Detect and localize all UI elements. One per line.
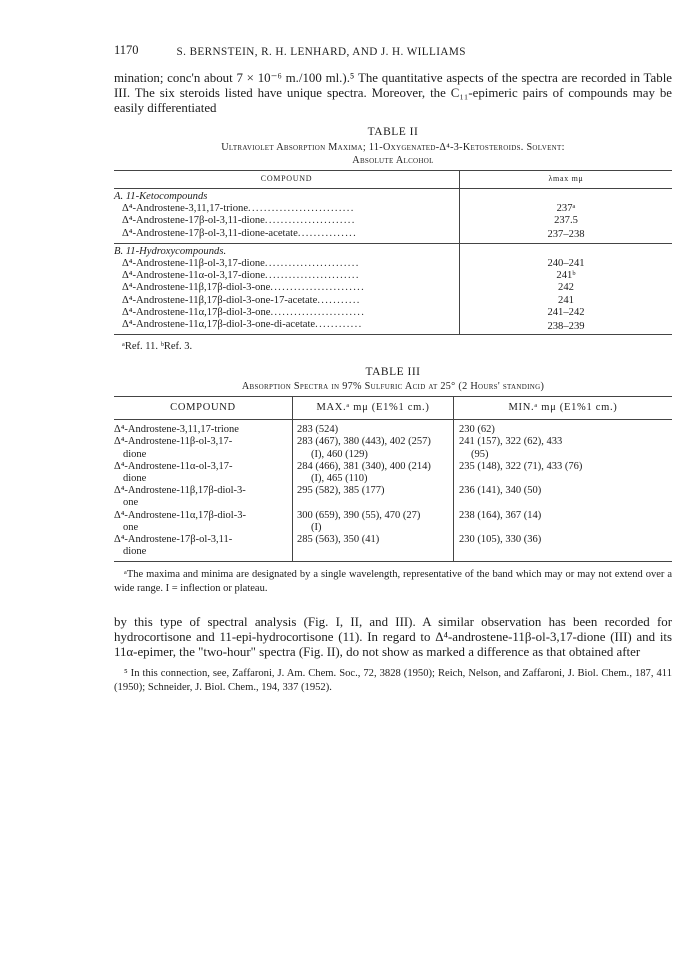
table2-group-a: A. 11-Ketocompounds	[114, 189, 460, 204]
table2-row-b2: Δ⁴-Androstene-11α-ol-3,17-dione........................	[114, 270, 460, 282]
table2-value-b3: 242	[558, 282, 574, 294]
table3-r5-compound: Δ⁴-Androstene-11α,17β-diol-3- one	[114, 509, 246, 533]
table2-value-a1: 237ᵃ	[556, 203, 576, 215]
table3-title: Absorption Spectra in 97% Sulfuric Acid at 25° (2 Hours' standing)	[241, 381, 545, 393]
table2-label: TABLE II	[367, 126, 419, 138]
page-footnote: ⁵ In this connection, see, Zaffaroni, J. Am. Chem. Soc., 72, 3828 (1950); Reich, Nelson, and Zaffaroni, J. Biol. Chem., 187, 411 (1950); Schneider, J. Biol. Chem., 194, 337 (1952).	[114, 668, 672, 693]
table2-row-a3: Δ⁴-Androstene-17β-ol-3,11-dione-acetate...............	[114, 228, 460, 244]
table2-row-b1: Δ⁴-Androstene-11β-ol-3,17-dione........................	[114, 258, 460, 270]
table3-r4-compound: Δ⁴-Androstene-11β,17β-diol-3- one	[114, 485, 246, 509]
table2	[114, 170, 672, 335]
table2-value-b1: 240–241	[547, 258, 585, 270]
table2-row-a2: Δ⁴-Androstene-17β-ol-3,11-dione.......................	[114, 215, 460, 227]
table3	[114, 396, 672, 562]
table2-footnote: ᵃRef. 11. ᵇRef. 3.	[122, 341, 193, 353]
table3-r2-compound: Δ⁴-Androstene-11β-ol-3,17- dione	[114, 436, 233, 460]
table2-row-b6: Δ⁴-Androstene-11α,17β-diol-3-one-di-acetate............	[114, 319, 460, 335]
table2-title-line2: Absolute Alcohol	[352, 155, 434, 166]
table2-value-a2: 237.5	[554, 215, 578, 227]
table3-label: TABLE III	[365, 366, 421, 379]
intro-paragraph: mination; conc'n about 7 × 10⁻⁶ m./100 ml.).⁵ The quantitative aspects of the spectra are recorded in Table III. The six steroids listed have unique spectra. Moreover, the C₁₁-epimeric pairs of compounds may be easily differentiated	[114, 71, 672, 115]
paper-page	[114, 40, 672, 694]
table3-col-max: MAX.ᵃ mμ (E1%1 cm.)	[293, 397, 454, 420]
table3-r1-min: 230 (62)	[454, 424, 673, 436]
table2-row-b5: Δ⁴-Androstene-11α,17β-diol-3-one........................	[114, 307, 460, 319]
table-row	[114, 534, 672, 562]
running-header	[114, 40, 672, 58]
table3-r1-max: 283 (524)	[293, 424, 454, 436]
table2-value-b6: 238–239	[547, 320, 585, 332]
table3-footnote: ᵃThe maxima and minima are designated by a single wavelength, representative of the band which may or may not extend over a wide range. I = inflection or plateau.	[114, 569, 672, 594]
running-head-authors: S. BERNSTEIN, R. H. LENHARD, AND J. H. WILLIAMS	[176, 46, 466, 58]
table2-group-b: B. 11-Hydroxycompounds.	[114, 243, 460, 258]
table-row	[114, 485, 672, 509]
table-row	[114, 461, 672, 485]
closing-paragraph: by this type of spectral analysis (Fig. I, II, and III). A similar observation has been recorded for hydrocortisone and 11-epi-hydrocortisone (11). In regard to Δ⁴-androstene-11β-ol-3,17-dione (III) and its 11α-epimer, the "two-hour" spectra (Fig. II), do not show as marked a difference as that obtained after	[114, 615, 672, 660]
table3-r6-min: 230 (105), 330 (36)	[454, 534, 673, 562]
table2-title-line1: Ultraviolet Absorption Maxima; 11-Oxygenated-Δ⁴-3-Ketosteroids. Solvent:	[221, 142, 565, 153]
table3-r5-min: 238 (164), 367 (14)	[454, 510, 673, 534]
table3-col-min: MIN.ᵃ mμ (E1%1 cm.)	[454, 397, 673, 420]
table2-col-compound: COMPOUND	[114, 171, 460, 189]
table2-row-a1: Δ⁴-Androstene-3,11,17-trione...........................	[114, 203, 460, 215]
page-number: 1170	[114, 43, 139, 57]
table2-row-b3: Δ⁴-Androstene-11β,17β-diol-3-one........................	[114, 282, 460, 294]
table2-value-a3: 237–238	[547, 229, 585, 241]
table2-row-b4: Δ⁴-Androstene-11β,17β-diol-3-one-17-acetate...........	[114, 295, 460, 307]
table2-value-b5: 241–242	[547, 306, 585, 318]
table3-r4-min: 236 (141), 340 (50)	[454, 485, 673, 509]
table3-r3-max: 284 (466), 381 (340), 400 (214) (I), 465 (110)	[293, 461, 454, 485]
table3-col-compound: COMPOUND	[170, 402, 236, 414]
table3-r1-compound: Δ⁴-Androstene-3,11,17-trione	[114, 424, 239, 436]
table-row	[114, 424, 672, 436]
table3-r4-max: 295 (582), 385 (177)	[293, 485, 454, 509]
table3-r6-max: 285 (563), 350 (41)	[293, 534, 454, 562]
table-row	[114, 436, 672, 460]
table3-r3-min: 235 (148), 322 (71), 433 (76)	[454, 461, 673, 485]
table3-r3-compound: Δ⁴-Androstene-11α-ol-3,17- dione	[114, 460, 233, 485]
table2-col-lambda: λmax mμ	[548, 174, 584, 184]
table-row	[114, 510, 672, 534]
table3-r2-max: 283 (467), 380 (443), 402 (257) (I), 460 (129)	[293, 436, 454, 460]
table2-value-b4: 241	[558, 294, 574, 306]
table3-r6-compound: Δ⁴-Androstene-17β-ol-3,11- dione	[114, 534, 233, 558]
table3-r2-min: 241 (157), 322 (62), 433 (95)	[454, 436, 673, 460]
table3-r5-max: 300 (659), 390 (55), 470 (27) (I)	[293, 510, 454, 534]
table2-value-b2: 241ᵇ	[556, 270, 576, 282]
